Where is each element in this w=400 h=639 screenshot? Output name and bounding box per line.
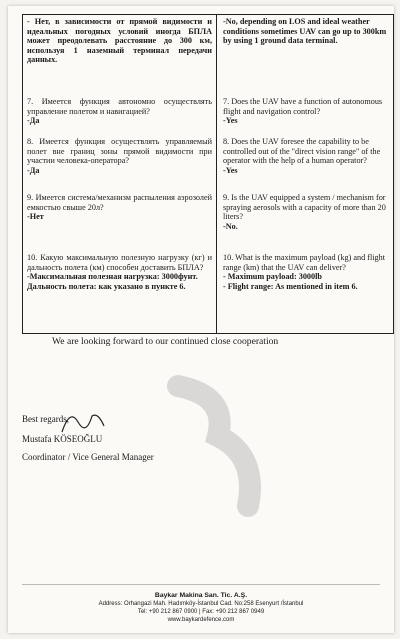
en-answer: -Yes bbox=[223, 116, 238, 126]
letterhead-footer bbox=[8, 592, 394, 624]
ru-question: 7. Имеется функция автономно осуществлять управление полетом и навигацией? bbox=[27, 97, 212, 116]
ru-answer: -Да bbox=[27, 165, 40, 175]
en-row-7 bbox=[221, 97, 389, 126]
ru-answer: -Нет bbox=[27, 212, 44, 222]
signer-title: Coordinator / Vice General Manager bbox=[22, 452, 154, 462]
regards-line: Best regards, bbox=[22, 414, 69, 424]
ru-answer-extra: Дальность полета: как указано в пункте 6. bbox=[27, 281, 186, 291]
en-row-10 bbox=[221, 253, 389, 291]
footer-website: www.baykardefence.com bbox=[167, 617, 235, 623]
ru-answer: -Максимальная полезная нагрузка: 3000фунт. bbox=[27, 272, 198, 282]
en-answer: - Maximum payload: 3000lb bbox=[223, 272, 322, 282]
ru-row-8 bbox=[27, 137, 212, 175]
ru-row-10 bbox=[27, 253, 212, 291]
watermark-logo-icon bbox=[158, 366, 278, 526]
ru-question: 10. Какую максимальную полезную нагрузку (кг) и дальность полета (км) способен доставить БПЛА? bbox=[27, 253, 212, 272]
ru-row-9 bbox=[27, 193, 212, 222]
english-column bbox=[217, 15, 393, 333]
signer-name: Mustafa KÖSEOĞLU bbox=[22, 434, 103, 444]
russian-column bbox=[23, 15, 217, 333]
en-answer-extra: - Flight range: As mentioned in item 6. bbox=[223, 281, 358, 291]
ru-question: 9. Имеется система/механизм распыления аэрозолей емкостью свыше 20л? bbox=[27, 193, 212, 212]
footer-address: Address: Orhangazi Mah. Hadımköy-İstanbul Cad. No:258 Esenyurt /İstanbul bbox=[98, 601, 304, 607]
en-row-9 bbox=[221, 193, 389, 231]
document-page bbox=[8, 6, 394, 633]
en-question: 8. Does the UAV foresee the capability to be controlled out of the "direct vision range" of the operator with the help of a human operator? bbox=[223, 137, 381, 166]
ru-row-7 bbox=[27, 97, 212, 126]
ru-question: 8. Имеется функция осуществлять управляемый полет вне границ зоны прямой видимости при участии человека-оператора? bbox=[27, 137, 212, 166]
en-question: -No, depending on LOS and ideal weather conditions sometimes UAV can go up to 300km by using 1 ground data terminal. bbox=[223, 17, 387, 46]
en-row-8 bbox=[221, 137, 389, 175]
en-answer: -Yes bbox=[223, 165, 238, 175]
qa-table bbox=[22, 14, 394, 334]
ru-answer: -Да bbox=[27, 116, 40, 126]
en-question: 7. Does the UAV have a function of autonomous flight and navigation control? bbox=[223, 97, 383, 116]
footer-contact: Tel: +90 212 867 0900 | Fax: +90 212 867 0949 bbox=[137, 609, 265, 615]
closing-sentence: We are looking forward to our continued close cooperation bbox=[52, 336, 279, 347]
en-answer: -No. bbox=[223, 221, 238, 231]
ru-row-1 bbox=[27, 17, 212, 65]
footer-company: Baykar Makina San. Tic. A.Ş. bbox=[154, 592, 248, 599]
footer-divider bbox=[22, 584, 380, 585]
ru-question: - Нет, в зависимости от прямой видимости и идеальных погодных условий иногда БПЛА может преодолевать расстояние до 300 км, используя 1 наземный терминал передачи данных. bbox=[27, 17, 212, 65]
en-question: 9. Is the UAV equipped a system / mechanism for spraying aerosols with a capacity of more than 20 liters? bbox=[223, 193, 386, 222]
en-question: 10. What is the maximum payload (kg) and flight range (km) that the UAV can deliver? bbox=[223, 253, 385, 272]
en-row-1 bbox=[221, 17, 389, 46]
